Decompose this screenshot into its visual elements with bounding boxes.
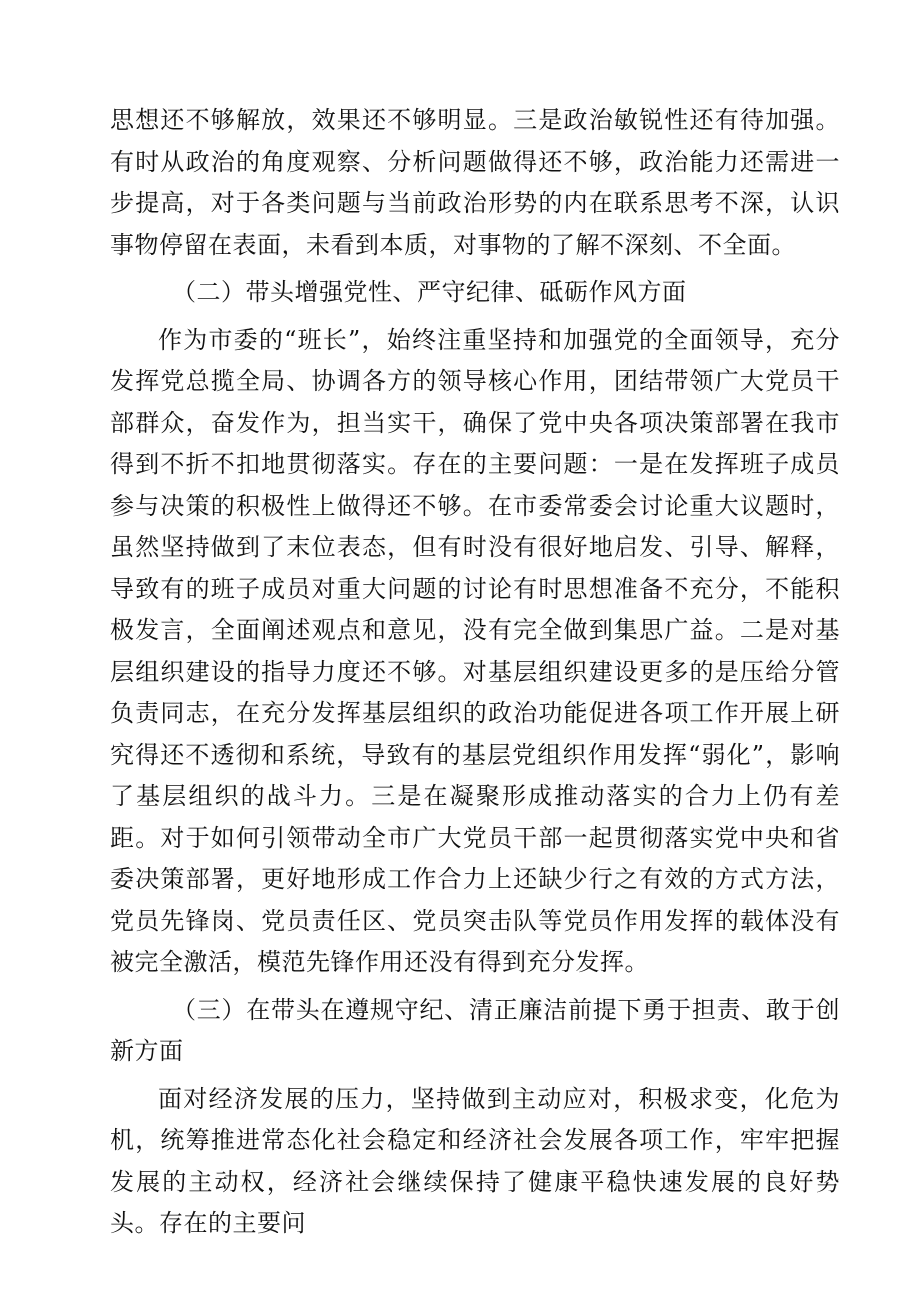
paragraph-continuation: 思想还不够解放，效果还不够明显。三是政治敏锐性还有待加强。有时从政治的角度观察、分析问题做得还不够，政治能力还需进一步提高，对于各类问题与当前政治形势的内在联系思考不深，认识事物停留在表面，未看到本质，对事物的了解不深刻、不全面。: [110, 106, 840, 259]
document-body: [110, 100, 840, 1245]
section-heading-three: （三）在带头在遵规守纪、清正廉洁前提下勇于担责、敢于创新方面: [110, 995, 840, 1065]
section-heading-two: （二）带头增强党性、严守纪律、砥砺作风方面: [172, 278, 687, 306]
paragraph-section-two: 作为市委的“班长”，始终注重坚持和加强党的全面领导，充分发挥党总揽全局、协调各方的领导核心作用，团结带领广大党员干部群众，奋发作为，担当实干，确保了党中央各项决策部署在我市得到不折不扣地贯彻落实。存在的主要问题：一是在发挥班子成员参与决策的积极性上做得还不够。在市委常委会讨论重大议题时，虽然坚持做到了末位表态，但有时没有很好地启发、引导、解释，导致有的班子成员对重大问题的讨论有时思想准备不充分，不能积极发言，全面阐述观点和意见，没有完全做到集思广益。二是对基层组织建设的指导力度还不够。对基层组织建设更多的是压给分管负责同志，在充分发挥基层组织的政治功能促进各项工作开展上研究得还不透彻和系统，导致有的基层党组织作用发挥“弱化”，影响了基层组织的战斗力。三是在凝聚形成推动落实的合力上仍有差距。对于如何引领带动全市广大党员干部一起贯彻落实党中央和省委决策部署，更好地形成工作合力上还缺少行之有效的方式方法，党员先锋岗、党员责任区、党员突击队等党员作用发挥的载体没有被完全激活，模范先锋作用还没有得到充分发挥。: [110, 325, 840, 976]
paragraph-section-three: 面对经济发展的压力，坚持做到主动应对，积极求变，化危为机，统筹推进常态化社会稳定和经济社会发展各项工作，牢牢把握发展的主动权，经济社会继续保持了健康平稳快速发展的良好势头。存在的主要问: [110, 1084, 840, 1237]
